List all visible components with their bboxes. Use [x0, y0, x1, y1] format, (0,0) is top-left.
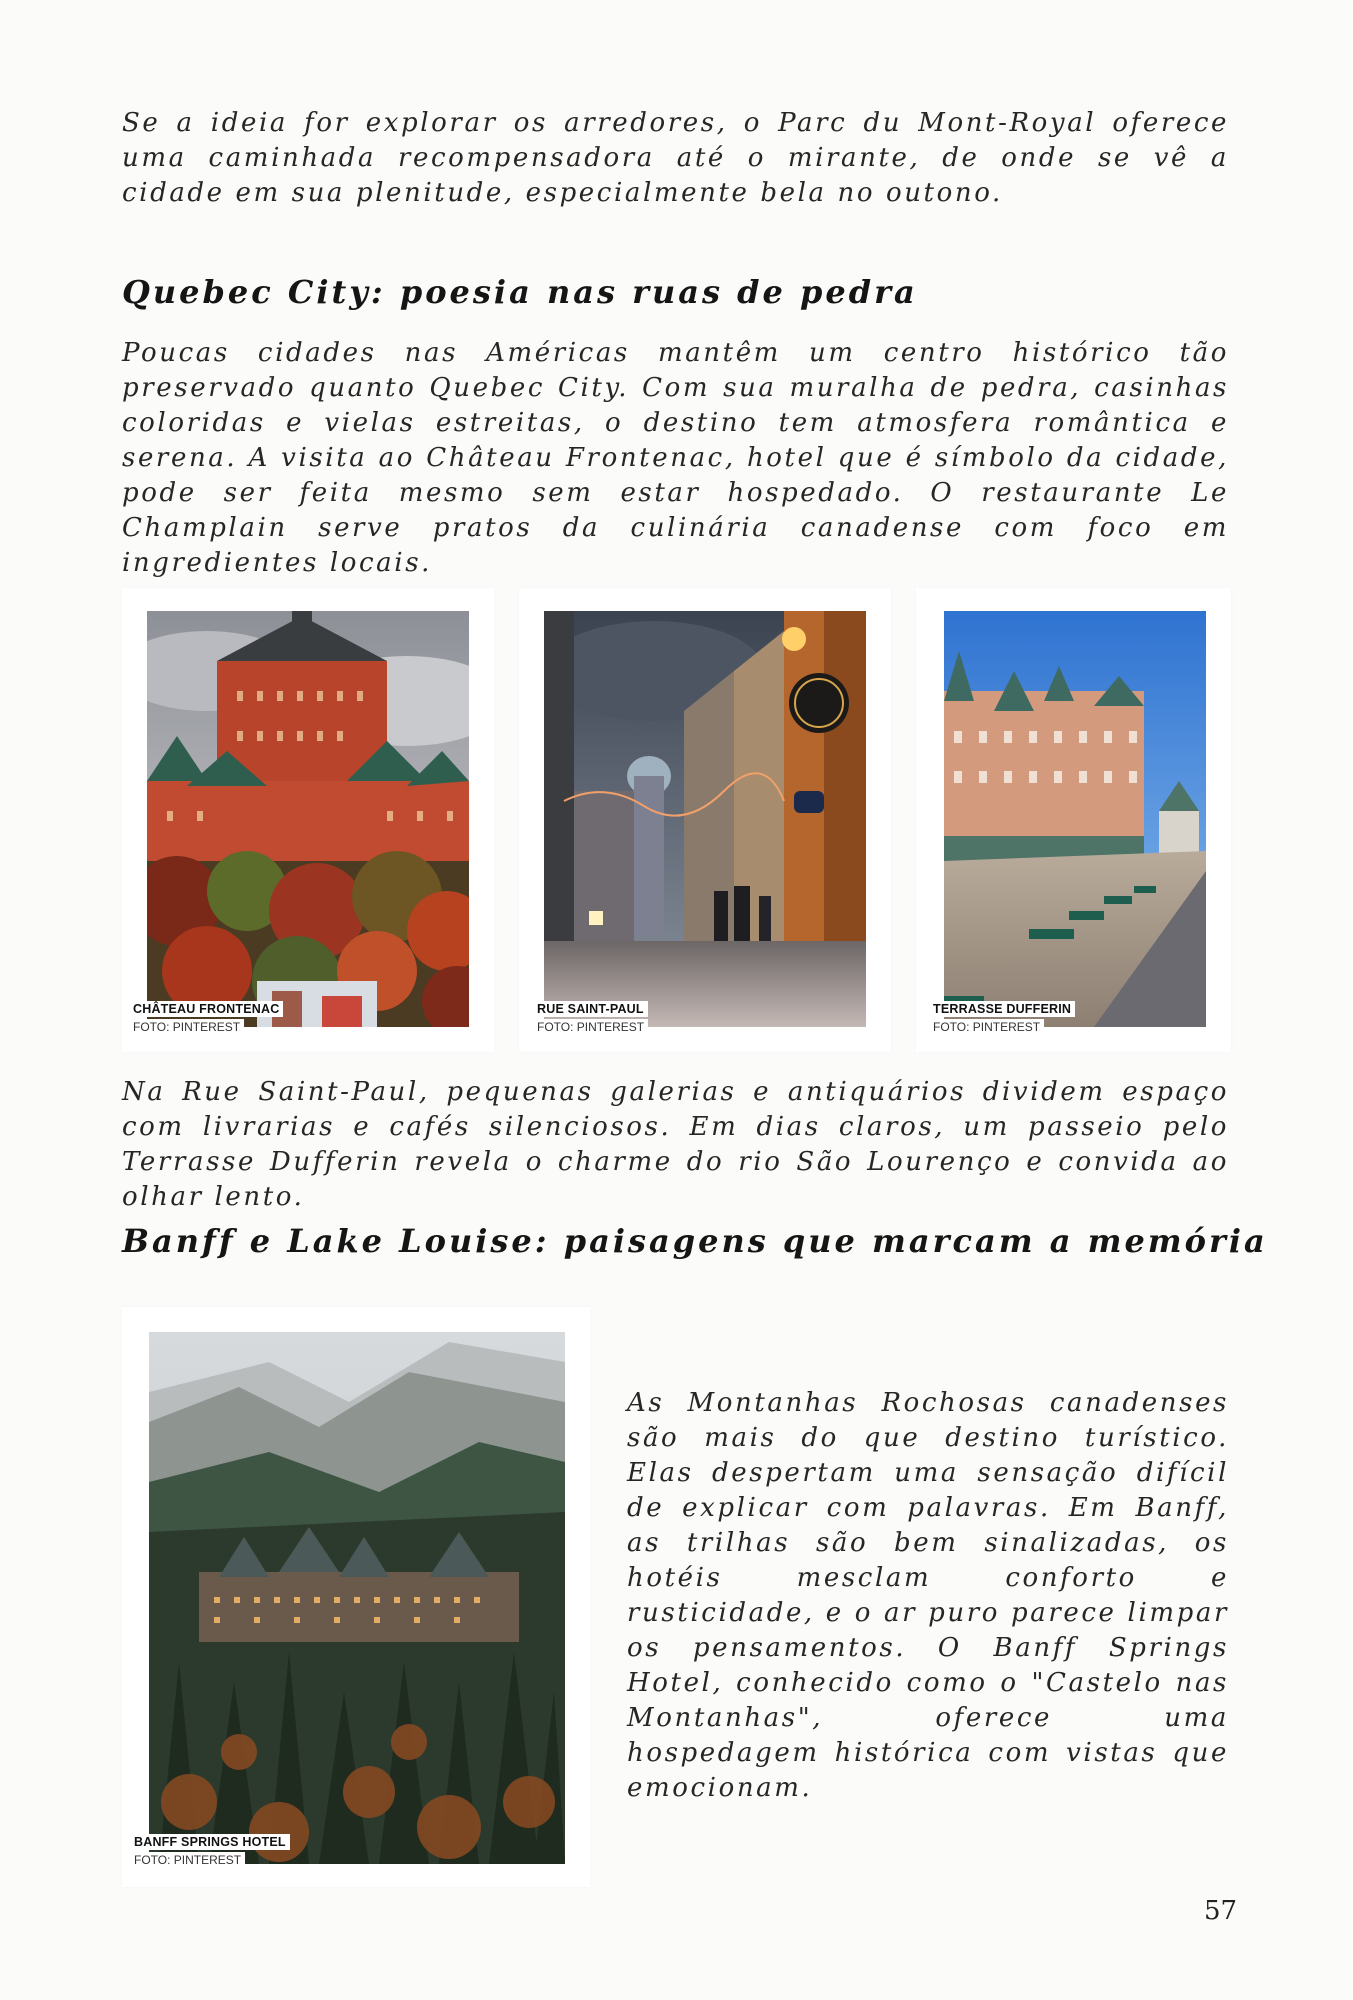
banff-springs-hotel-photo: [149, 1332, 565, 1864]
banff-paragraph: As Montanhas Rochosas canadenses são mais do que destino turístico. Elas despertam uma sensação difícil de explicar com palavras. Em Banff, as trilhas são bem sinalizadas, os hotéis mesclam conforto e rusticidade, e o ar puro parece limpar os pensamentos. O Banff Springs Hotel, conhecido como o "Castelo nas Montanhas", oferece uma hospedagem histórica com vistas que emocionam.: [627, 1388, 1229, 1803]
photo-credit-frontenac: FOTO: PINTEREST: [132, 1019, 244, 1035]
page-number: 57: [1204, 1896, 1238, 1926]
photo-card-dufferin: [916, 588, 1231, 1052]
quebec-heading: Quebec City: poesia nas ruas de pedra: [122, 273, 918, 311]
rue-saint-paul-photo: [544, 611, 866, 1027]
photo-credit-dufferin: FOTO: PINTEREST: [932, 1019, 1044, 1035]
photo-card-frontenac: [122, 588, 494, 1052]
photo-credit-saint-paul: FOTO: PINTEREST: [536, 1019, 648, 1035]
terrasse-dufferin-photo: [944, 611, 1206, 1027]
intro-paragraph: Se a ideia for explorar os arredores, o Parc du Mont-Royal oferece uma caminhada recompensadora até o mirante, de onde se vê a cidade em sua plenitude, especialmente bela no outono.: [122, 108, 1229, 208]
photo-caption-dufferin: TERRASSE DUFFERIN: [932, 1001, 1075, 1017]
quebec-paragraph: Poucas cidades nas Américas mantêm um centro histórico tão preservado quanto Quebec City. Com sua muralha de pedra, casinhas coloridas e vielas estreitas, o destino tem atmosfera romântica e serena. A visita ao Château Frontenac, hotel que é símbolo da cidade, pode ser feita mesmo sem estar hospedado. O restaurante Le Champlain serve pratos da culinária canadense com foco em ingredientes locais.: [122, 338, 1229, 578]
photo-caption-saint-paul: RUE SAINT-PAUL: [536, 1001, 648, 1017]
photo-caption-banff: BANFF SPRINGS HOTEL: [133, 1834, 290, 1850]
photo-caption-frontenac: CHÂTEAU FRONTENAC: [132, 1001, 283, 1017]
photo-card-banff: [122, 1307, 590, 1887]
saint-paul-paragraph: Na Rue Saint-Paul, pequenas galerias e antiquários dividem espaço com livrarias e cafés silenciosos. Em dias claros, um passeio pelo Terrasse Dufferin revela o charme do rio São Lourenço e convida ao olhar lento.: [122, 1077, 1229, 1212]
photo-card-saint-paul: [519, 588, 891, 1052]
banff-heading: Banff e Lake Louise: paisagens que marcam a memória: [122, 1222, 1268, 1260]
photo-credit-banff: FOTO: PINTEREST: [133, 1852, 245, 1868]
chateau-frontenac-photo: [147, 611, 469, 1027]
